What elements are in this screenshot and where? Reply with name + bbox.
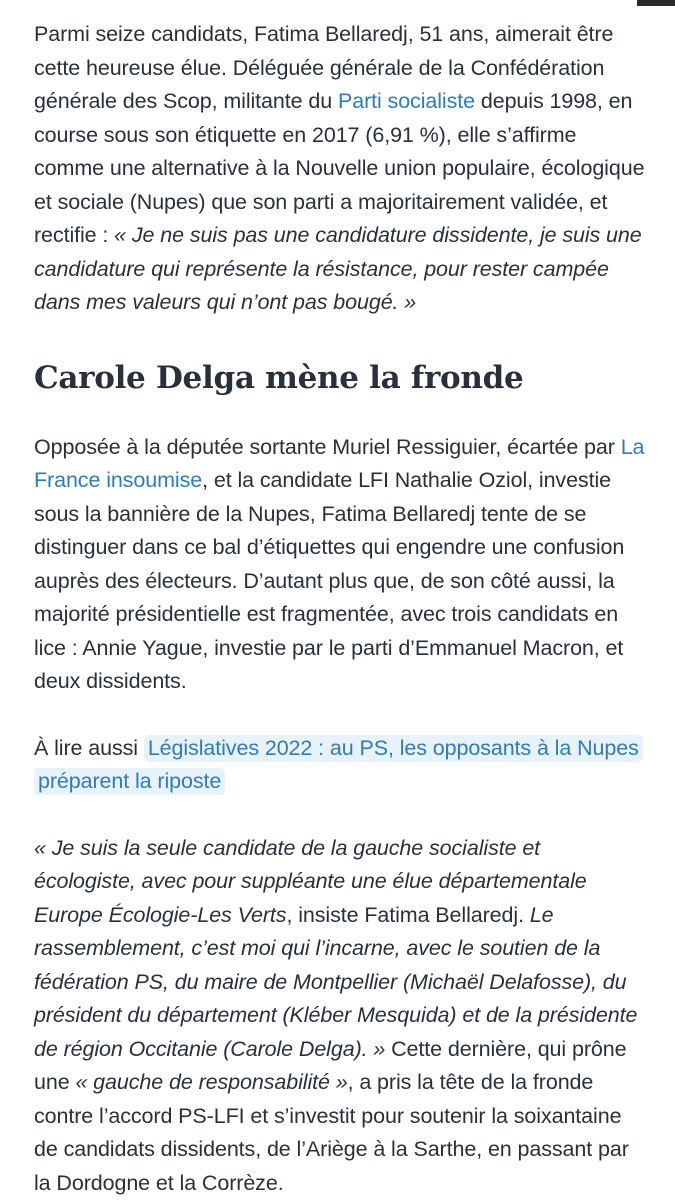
quote-text: Le rassemblement, c’est moi qui l’incarne, avec le soutien de la fédération PS, du maire de Montpellier (Michaël Delafosse), du président du département (Kléber Mesquida) et de la présidente de région Occitanie (Carole Delga). » <box>34 902 638 1061</box>
scroll-progress-track <box>0 0 675 6</box>
section-heading: Carole Delga mène la fronde <box>34 359 524 396</box>
quote-text: « gauche de responsabilité » <box>75 1070 348 1094</box>
article-body <box>34 18 646 1200</box>
paragraph-text: Cette dernière, qui prône une <box>34 1036 627 1094</box>
scroll-progress-thumb <box>637 0 675 6</box>
link-parti-socialiste[interactable]: Parti socialiste <box>337 89 475 113</box>
paragraph-text: Parmi seize candidats, Fatima Bellaredj, 51 ans, aimerait être cette heureuse élue. Déléguée générale de la Confédération générale des Scop, militante du <box>34 22 614 113</box>
paragraph-text: depuis 1998, en course sous son étiquette en 2017 (6,91 %), elle s’affirme comme une alternative à la Nouvelle union populaire, écologique et sociale (Nupes) que son parti a majoritairement validée, et rectifie : <box>34 89 645 247</box>
read-also-block <box>34 732 646 799</box>
paragraph-text: , et la candidate LFI Nathalie Oziol, investie sous la bannière de la Nupes, Fatima Bellaredj tente de se distinguer dans ce bal d’étiquettes qui engendre une confusion auprès des électeurs. D’autant plus que, de son côté aussi, la majorité présidentielle est fragmentée, avec trois candidats en lice : Annie Yague, investie par le parti d’Emmanuel Macron, et deux dissidents. <box>34 468 625 693</box>
read-also-label: À lire aussi <box>34 735 138 760</box>
link-la-france-insoumise[interactable]: La France insoumise <box>34 434 645 492</box>
paragraph <box>34 431 646 699</box>
paragraph-text: , a pris la tête de la fronde contre l’accord PS-LFI et s’investit pour soutenir la soixantaine de candidats dissidents, de l’Ariège à la Sarthe, en passant par la Dordogne et la Corrèze. <box>34 1070 629 1195</box>
paragraph-text: Opposée à la députée sortante Muriel Ressiguier, écartée par <box>34 434 621 459</box>
paragraph-text: , insiste Fatima Bellaredj. <box>286 902 530 927</box>
paragraph <box>34 18 646 320</box>
paragraph <box>34 832 646 1200</box>
quote-text: « Je ne suis pas une candidature dissidente, je suis une candidature qui représente la résistance, pour rester campée dans mes valeurs qui n’ont pas bougé. » <box>34 223 642 314</box>
quote-text: « Je suis la seule candidate de la gauche socialiste et écologiste, avec pour suppléante une élue départementale Europe Écologie-Les Verts <box>34 835 587 927</box>
read-also-link[interactable]: Législatives 2022 : au PS, les opposants à la Nupes préparent la riposte <box>34 735 643 796</box>
